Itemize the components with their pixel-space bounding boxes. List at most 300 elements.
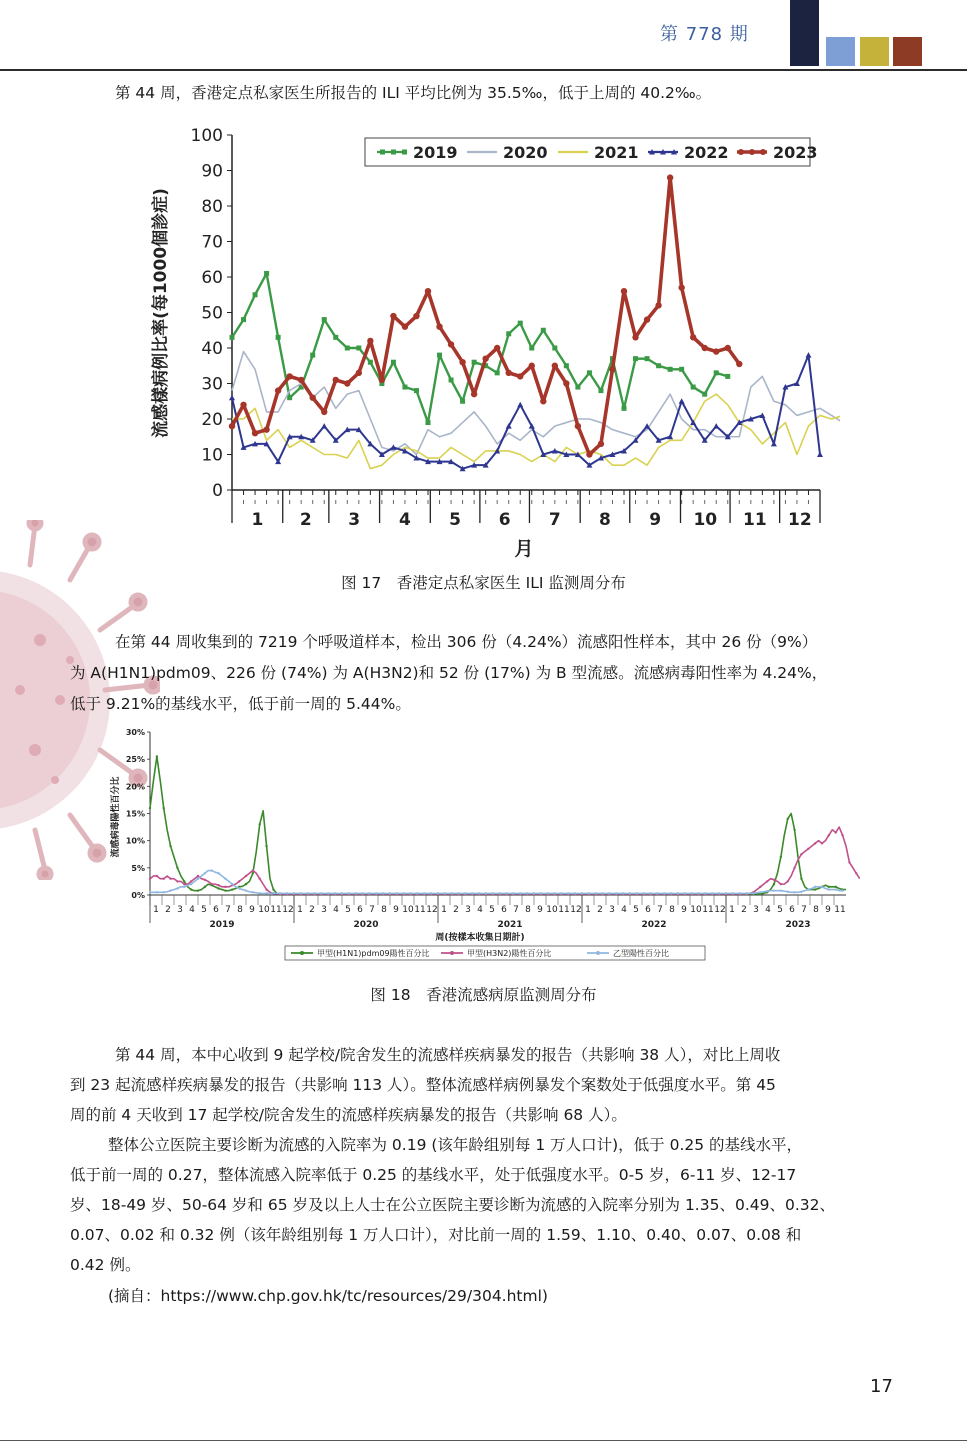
month-label: 5 [489, 905, 495, 915]
legend-label-0: 甲型(H1N1)pdm09陽性百分比 [317, 949, 430, 958]
month-label: 2 [741, 905, 747, 915]
month-label: 10 [693, 510, 718, 530]
pathogen-marker-2 [293, 892, 295, 894]
marker-2019 [668, 367, 673, 372]
pathogen-marker-2 [176, 887, 178, 889]
year-label: 2019 [209, 920, 235, 930]
month-label: 11 [270, 905, 282, 915]
pathogen-marker-2 [649, 892, 651, 894]
marker-2023 [736, 361, 742, 367]
month-label: 12 [787, 510, 812, 530]
month-label: 6 [789, 905, 795, 915]
pathogen-marker-2 [697, 892, 699, 894]
pathogen-marker-2 [745, 892, 747, 894]
legend-label-2021: 2021 [594, 143, 639, 162]
pathogen-marker-2 [245, 889, 247, 891]
pathogen-marker-2 [272, 892, 274, 894]
pathogen-marker-2 [622, 892, 624, 894]
pathogen-marker-0 [835, 886, 837, 888]
pathogen-marker-2 [320, 892, 322, 894]
pathogen-marker-0 [828, 886, 830, 888]
pathogen-series-2 [150, 871, 843, 894]
pathogen-marker-0 [163, 807, 165, 809]
marker-2023 [598, 441, 604, 447]
pathogen-marker-2 [437, 892, 439, 894]
marker-2023 [379, 377, 385, 383]
month-label: 3 [465, 905, 471, 915]
pathogen-marker-2 [217, 872, 219, 874]
month-label: 10 [546, 905, 558, 915]
marker-2023 [436, 324, 442, 330]
pathogen-marker-2 [704, 892, 706, 894]
pathogen-marker-1 [766, 880, 768, 882]
marker-2019 [622, 406, 627, 411]
month-label: 7 [801, 905, 807, 915]
marker-2019 [333, 335, 338, 340]
pathogen-marker-1 [238, 880, 240, 882]
marker-2019 [691, 385, 696, 390]
marker-2019 [518, 321, 523, 326]
marker-2019 [426, 420, 431, 425]
marker-2023 [575, 423, 581, 429]
pathogen-marker-0 [190, 888, 192, 890]
sample-text-line3: 低于 9.21%的基线水平，低于前一周的 5.44%。 [70, 695, 411, 713]
pathogen-marker-2 [313, 892, 315, 894]
pathogen-marker-2 [588, 892, 590, 894]
month-label: 1 [729, 905, 735, 915]
pathogen-marker-0 [780, 856, 782, 858]
pathogen-marker-2 [307, 892, 309, 894]
legend-marker [402, 150, 407, 155]
y-tick-label: 5% [131, 863, 145, 873]
marker-2023 [275, 387, 281, 393]
pathogen-series-0 [150, 756, 846, 893]
pathogen-marker-2 [224, 878, 226, 880]
y-tick-label: 10 [201, 445, 223, 466]
pathogen-marker-0 [231, 888, 233, 890]
legend-marker [738, 149, 744, 155]
pathogen-marker-2 [252, 891, 254, 893]
y-tick-label: 80 [201, 197, 223, 217]
month-label: 7 [513, 905, 519, 915]
month-label: 2 [309, 905, 315, 915]
marker-2019 [241, 317, 246, 322]
pathogen-marker-1 [217, 884, 219, 886]
pathogen-marker-1 [156, 875, 158, 877]
pathogen-marker-0 [787, 818, 789, 820]
month-label: 9 [825, 905, 831, 915]
outbreak-text-line2: 到 23 起流感样疾病暴发的报告（共影响 113 人）。整体流感样病例暴发个案数处于低强度水平。第 45 [70, 1076, 776, 1094]
month-label: 10 [402, 905, 414, 915]
pathogen-marker-2 [567, 892, 569, 894]
pathogen-marker-2 [471, 892, 473, 894]
y-axis-title: 流感病毒陽性百分比 [111, 776, 121, 858]
marker-2019 [230, 335, 235, 340]
y-axis-title: 流感樣病例比率(每1000個診症) [151, 188, 171, 438]
month-label: 9 [249, 905, 255, 915]
pathogen-marker-0 [265, 845, 267, 847]
pathogen-marker-0 [252, 872, 254, 874]
issue-number: 第 778 期 [660, 24, 749, 45]
marker-2023 [540, 398, 546, 404]
month-label: 5 [777, 905, 783, 915]
pathogen-marker-2 [416, 892, 418, 894]
pathogen-marker-2 [211, 869, 213, 871]
marker-2019 [368, 360, 373, 365]
pathogen-marker-2 [732, 892, 734, 894]
pathogen-marker-2 [787, 891, 789, 893]
marker-2022 [817, 452, 823, 458]
marker-2023 [632, 334, 638, 340]
pathogen-marker-1 [224, 886, 226, 888]
series-line-2019 [232, 273, 728, 422]
legend-label-2022: 2022 [684, 143, 729, 162]
marker-2023 [448, 341, 454, 347]
marker-2019 [506, 331, 511, 336]
marker-2023 [321, 409, 327, 415]
pathogen-marker-2 [355, 892, 357, 894]
sample-text-line1: 在第 44 周收集到的 7219 个呼吸道样本，检出 306 份（4.24%）流感阳性样本，其中 26 份（9%） [115, 633, 818, 651]
marker-2019 [679, 367, 684, 372]
pathogen-marker-2 [519, 892, 521, 894]
month-label: 10 [690, 905, 702, 915]
legend-marker [749, 149, 755, 155]
pathogen-marker-2 [327, 892, 329, 894]
sample-text-line2: 为 A(H1N1)pdm09、226 份 (74%) 为 A(H3N2)和 52 份 (17%) 为 B 型流感。流感病毒阳性率为 4.24%， [70, 664, 828, 682]
month-label: 4 [333, 905, 339, 915]
marker-2023 [609, 366, 615, 372]
month-label: 8 [669, 905, 675, 915]
marker-2019 [472, 360, 477, 365]
marker-2019 [702, 392, 707, 397]
pathogen-marker-2 [300, 892, 302, 894]
pathogen-series-1 [150, 827, 860, 894]
pathogen-marker-2 [464, 892, 466, 894]
marker-2023 [690, 334, 696, 340]
y-tick-label: 20 [201, 410, 223, 430]
pathogen-marker-2 [766, 890, 768, 892]
hospital-text-line4: 0.07、0.02 和 0.32 例（该年龄组别每 1 万人口计），对比前一周的 1.59、1.10、0.40、0.07、0.08 和 [70, 1226, 802, 1244]
marker-2022 [805, 352, 811, 358]
pathogen-marker-2 [629, 892, 631, 894]
pathogen-marker-0 [176, 867, 178, 869]
marker-2023 [621, 288, 627, 294]
pathogen-marker-2 [752, 892, 754, 894]
marker-2023 [459, 359, 465, 365]
marker-2023 [286, 373, 292, 379]
month-label: 1 [251, 510, 264, 530]
legend-marker-0 [300, 951, 304, 955]
y-tick-label: 70 [201, 232, 223, 253]
marker-2019 [645, 356, 650, 361]
pathogen-marker-2 [684, 892, 686, 894]
marker-2019 [656, 363, 661, 368]
pathogen-marker-2 [656, 892, 658, 894]
pathogen-marker-2 [156, 891, 158, 893]
marker-2019 [322, 317, 327, 322]
marker-2019 [414, 388, 419, 393]
pathogen-marker-2 [423, 892, 425, 894]
pathogen-marker-0 [169, 845, 171, 847]
pathogen-marker-2 [821, 886, 823, 888]
y-tick-label: 10% [125, 836, 145, 846]
marker-2023 [240, 402, 246, 408]
marker-2022 [517, 402, 523, 408]
outbreak-text-line1: 第 44 周，本中心收到 9 起学校/院舍发生的流感样疾病暴发的报告（共影响 38 人），对比上周收 [115, 1046, 781, 1064]
marker-2019 [587, 370, 592, 375]
marker-2023 [425, 288, 431, 294]
x-axis-title: 月 [514, 538, 534, 560]
pathogen-marker-2 [382, 892, 384, 894]
pathogen-marker-2 [828, 888, 830, 890]
pathogen-marker-2 [457, 892, 459, 894]
month-label: 8 [237, 905, 243, 915]
pathogen-marker-2 [265, 892, 267, 894]
pathogen-marker-0 [183, 880, 185, 882]
month-label: 8 [599, 510, 611, 530]
pathogen-marker-1 [259, 878, 261, 880]
pathogen-marker-1 [828, 834, 830, 836]
marker-2023 [390, 313, 396, 319]
pathogen-marker-0 [814, 888, 816, 890]
legend-marker [380, 150, 385, 155]
marker-2019 [437, 353, 442, 358]
pathogen-marker-2 [396, 892, 398, 894]
pathogen-marker-1 [183, 883, 185, 885]
month-label: 2 [453, 905, 459, 915]
pathogen-marker-2 [505, 892, 507, 894]
pathogen-marker-1 [787, 880, 789, 882]
y-tick-label: 30 [201, 374, 223, 395]
pathogen-marker-2 [204, 872, 206, 874]
month-label: 8 [381, 905, 387, 915]
marker-2023 [563, 380, 569, 386]
pathogen-marker-2 [773, 889, 775, 891]
month-label: 12 [570, 905, 582, 915]
marker-2019 [264, 271, 269, 276]
pathogen-marker-1 [814, 842, 816, 844]
pathogen-marker-2 [375, 892, 377, 894]
pathogen-marker-2 [499, 892, 501, 894]
page-number: 17 [870, 1376, 893, 1397]
month-label: 9 [393, 905, 399, 915]
legend-label-1: 甲型(H3N2)陽性百分比 [467, 949, 552, 958]
pathogen-marker-1 [841, 834, 843, 836]
legend-marker-2 [596, 951, 600, 955]
pathogen-marker-0 [204, 886, 206, 888]
pathogen-marker-2 [540, 892, 542, 894]
pathogen-marker-2 [835, 888, 837, 890]
month-label: 11 [702, 905, 714, 915]
month-label: 6 [498, 510, 511, 530]
pathogen-marker-2 [526, 892, 528, 894]
year-label: 2020 [353, 920, 379, 930]
header-block-brown [893, 37, 922, 66]
pathogen-marker-2 [348, 892, 350, 894]
pathogen-marker-2 [711, 892, 713, 894]
marker-2023 [482, 355, 488, 361]
marker-2019 [460, 399, 465, 404]
month-label: 12 [426, 905, 438, 915]
header-block-blue [826, 37, 855, 66]
pathogen-marker-1 [211, 883, 213, 885]
source-link[interactable]: (摘自：https://www.chp.gov.hk/tc/resources/29/304.html) [108, 1287, 548, 1305]
month-label: 1 [297, 905, 303, 915]
marker-2023 [413, 313, 419, 319]
pathogen-marker-2 [759, 891, 761, 893]
marker-2019 [287, 395, 292, 400]
pathogen-marker-1 [773, 879, 775, 881]
y-tick-label: 30% [125, 728, 145, 737]
header-block-gold [860, 37, 889, 66]
marker-2019 [495, 370, 500, 375]
marker-2019 [714, 370, 719, 375]
marker-2023 [471, 391, 477, 397]
pathogen-marker-2 [478, 892, 480, 894]
pathogen-marker-2 [403, 892, 405, 894]
year-label: 2023 [785, 920, 811, 930]
pathogen-marker-0 [800, 878, 802, 880]
pathogen-marker-1 [169, 878, 171, 880]
pathogen-marker-2 [814, 886, 816, 888]
month-label: 12 [714, 905, 726, 915]
legend-marker-1 [450, 951, 454, 955]
marker-2023 [713, 348, 719, 354]
marker-2023 [655, 302, 661, 308]
y-tick-label: 20% [125, 782, 145, 792]
pathogen-marker-2 [615, 892, 617, 894]
marker-2023 [310, 395, 316, 401]
marker-2023 [344, 380, 350, 386]
month-label: 6 [645, 905, 651, 915]
pathogen-marker-2 [595, 892, 597, 894]
month-label: 8 [813, 905, 819, 915]
marker-2022 [771, 441, 777, 447]
pathogen-marker-2 [169, 889, 171, 891]
series-line-2021 [232, 391, 840, 469]
pathogen-marker-1 [793, 867, 795, 869]
y-tick-label: 50 [201, 303, 223, 324]
hospital-text-line1: 整体公立医院主要诊断为流感的入院率为 0.19 (该年龄组别每 1 万人口计)，低于 0.25 的基线水平， [108, 1136, 803, 1154]
pathogen-marker-2 [677, 892, 679, 894]
figure-18-caption: 图 18 香港流感病原监测周分布 [370, 986, 597, 1004]
pathogen-marker-2 [259, 892, 261, 894]
month-label: 3 [321, 905, 327, 915]
y-tick-label: 90 [201, 161, 223, 182]
marker-2019 [633, 356, 638, 361]
marker-2019 [725, 374, 730, 379]
pathogen-marker-2 [430, 892, 432, 894]
pathogen-marker-2 [560, 892, 562, 894]
pathogen-marker-2 [636, 892, 638, 894]
pathogen-marker-1 [149, 878, 151, 880]
pathogen-marker-0 [259, 823, 261, 825]
pathogen-marker-0 [272, 888, 274, 890]
month-label: 2 [299, 510, 312, 530]
month-label: 7 [548, 510, 561, 530]
legend-marker [760, 149, 766, 155]
month-label: 4 [477, 905, 483, 915]
pathogen-marker-1 [204, 879, 206, 881]
pathogen-marker-2 [409, 892, 411, 894]
pathogen-marker-2 [183, 886, 185, 888]
marker-2023 [506, 370, 512, 376]
pathogen-marker-0 [793, 829, 795, 831]
year-label: 2021 [497, 920, 523, 930]
pathogen-marker-1 [197, 875, 199, 877]
pathogen-marker-1 [245, 875, 247, 877]
marker-2023 [725, 345, 731, 351]
pathogen-marker-2 [361, 892, 363, 894]
month-label: 6 [357, 905, 363, 915]
marker-2023 [229, 423, 235, 429]
month-label: 11 [834, 905, 846, 915]
pathogen-marker-2 [163, 891, 165, 893]
pathogen-marker-2 [451, 892, 453, 894]
pathogen-marker-1 [780, 883, 782, 885]
month-label: 5 [449, 510, 462, 530]
pathogen-marker-2 [780, 889, 782, 891]
marker-2023 [552, 363, 558, 369]
pathogen-marker-2 [793, 891, 795, 893]
pathogen-marker-2 [725, 892, 727, 894]
flu-pathogen-chart [100, 722, 860, 967]
pathogen-marker-1 [190, 880, 192, 882]
pathogen-marker-1 [855, 872, 857, 874]
marker-2019 [391, 360, 396, 365]
pathogen-marker-2 [334, 892, 336, 894]
marker-2023 [298, 377, 304, 383]
outbreak-text-line3: 周的前 4 天收到 17 起学校/院舍发生的流感样疾病暴发的报告（共影响 68 人）。 [70, 1106, 627, 1124]
y-tick-label: 40 [201, 339, 223, 359]
marker-2022 [229, 395, 235, 401]
pathogen-marker-2 [231, 883, 233, 885]
legend-label-2: 乙型陽性百分比 [613, 949, 669, 958]
marker-2019 [598, 388, 603, 393]
series-line-2023 [232, 178, 739, 455]
month-label: 4 [765, 905, 771, 915]
month-label: 11 [414, 905, 426, 915]
pathogen-marker-1 [848, 861, 850, 863]
pathogen-marker-2 [807, 888, 809, 890]
month-label: 1 [153, 905, 159, 915]
marker-2019 [575, 385, 580, 390]
marker-2019 [541, 328, 546, 333]
month-label: 10 [258, 905, 270, 915]
pathogen-marker-2 [643, 892, 645, 894]
pathogen-marker-2 [581, 892, 583, 894]
marker-2023 [333, 377, 339, 383]
hospital-text-line2: 低于前一周的 0.27，整体流感入院率低于 0.25 的基线水平，处于低强度水平。0-5 岁，6-11 岁、12-17 [70, 1166, 797, 1184]
marker-2022 [679, 398, 685, 404]
month-label: 9 [649, 510, 662, 530]
pathogen-marker-2 [197, 878, 199, 880]
pathogen-marker-2 [190, 883, 192, 885]
pathogen-marker-2 [286, 892, 288, 894]
pathogen-marker-1 [821, 842, 823, 844]
marker-2023 [263, 426, 269, 432]
pathogen-marker-2 [608, 892, 610, 894]
pathogen-marker-2 [279, 892, 281, 894]
marker-2023 [402, 324, 408, 330]
pathogen-marker-1 [835, 831, 837, 833]
pathogen-marker-0 [217, 887, 219, 889]
pathogen-marker-2 [601, 892, 603, 894]
month-label: 11 [743, 510, 767, 530]
pathogen-marker-2 [800, 891, 802, 893]
x-axis-title: 周(按樣本收集日期計) [435, 933, 525, 943]
month-label: 5 [633, 905, 639, 915]
